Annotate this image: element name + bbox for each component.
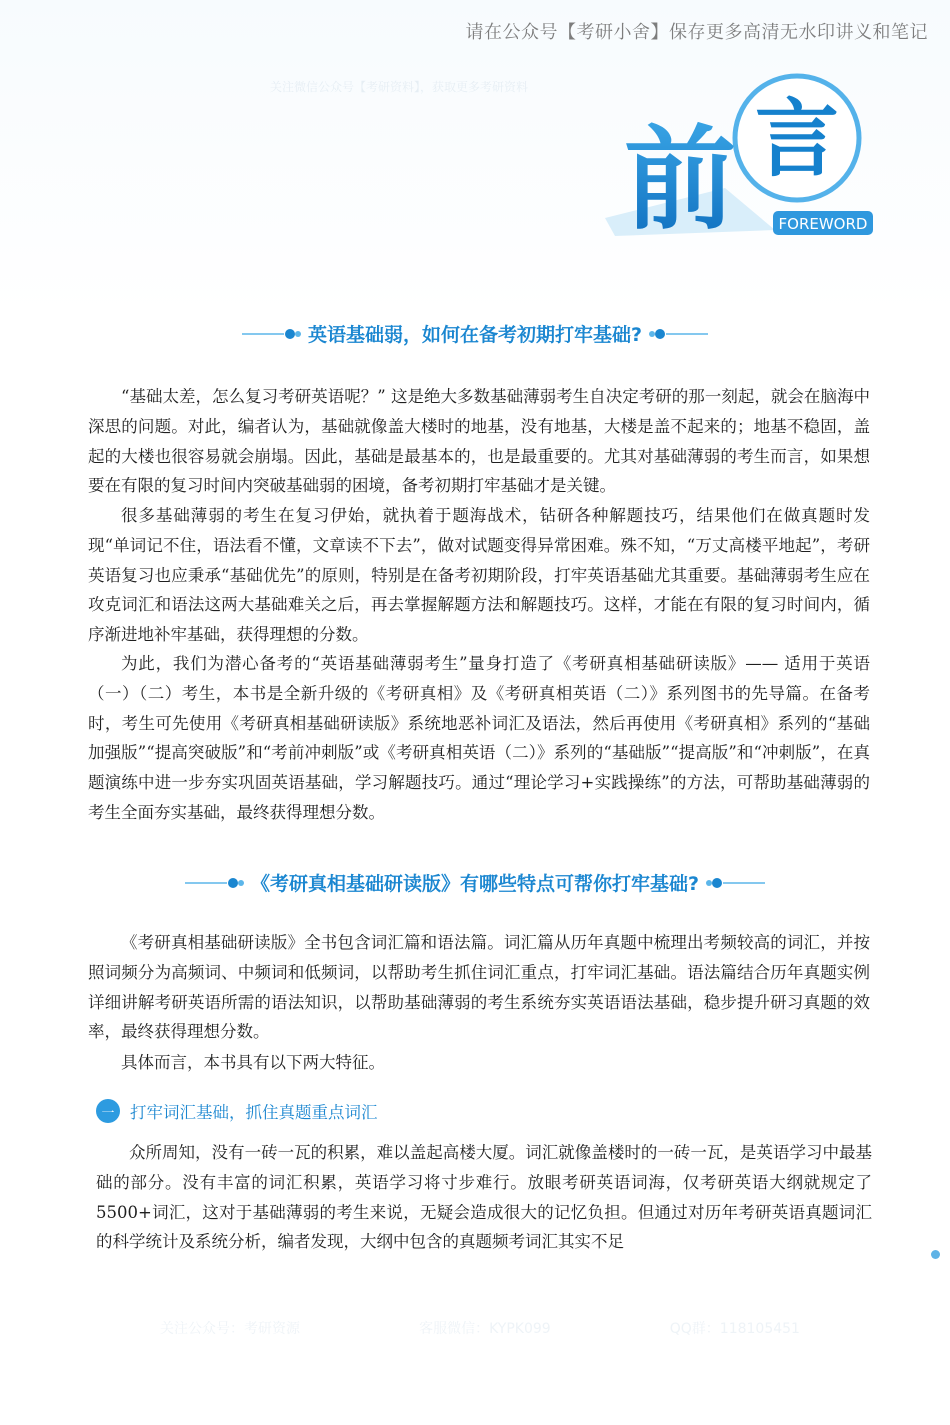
paragraph: 为此，我们为潜心备考的“英语基础薄弱考生”量身打造了《考研真相基础研读版》—— 适用于英语（一）（二）考生，本书是全新升级的《考研真相》及《考研真相英语（二）》系列图书的先导篇。在备考时，考生可先使用《考研真相基础研读版》系统地恶补词汇及语法，然后再使用《考研真相》系列的“基础加强版”“提高突破版”和“考前冲刺版”或《考研真相英语（二）》系列的“基础版”“提高版”和“冲刺版”，在真题演练中进一步夯实巩固英语基础，学习解题技巧。通过“理论学习+实践操练”的方法，可帮助基础薄弱的考生全面夯实基础，最终获得理想分数。 [88,654,870,822]
logo-char-qian: 前 [624,115,736,245]
section-heading-2-text: 《考研真相基础研读版》有哪些特点可帮你打牢基础? [250,873,700,895]
section-heading-1-text: 英语基础弱，如何在备考初期打牢基础? [307,324,643,346]
feature-heading-1 [96,1099,378,1123]
logo-english-text: FOREWORD [778,215,868,233]
paragraph: “基础太差，怎么复习考研英语呢？” 这是绝大多数基础薄弱考生自决定考研的那一刻起，就会在脑海中深思的问题。对此，编者认为，基础就像盖大楼时的地基，没有地基，大楼是盖不起来的；地基不稳固，盖起的大楼也很容易就会崩塌。因此，基础是最基本的，也是最重要的。尤其对基础薄弱的考生而言，如果想要在有限的复习时间内突破基础弱的困境，备考初期打牢基础才是关键。 [88,387,870,496]
paragraph: 众所周知，没有一砖一瓦的积累，难以盖起高楼大厦。词汇就像盖楼时的一砖一瓦，是英语学习中最基础的部分。没有丰富的词汇积累，英语学习将寸步难行。放眼考研英语词海，仅考研英语大纲就规定了5500+词汇，这对于基础薄弱的考生来说，无疑会造成很大的记忆负担。但通过对历年考研英语真题词汇的科学统计及系统分析，编者发现，大纲中包含的真题频考词汇其实不足 [96,1143,872,1252]
watermark-text: 请在公众号【考研小舍】保存更多高清无水印讲义和笔记 [465,22,928,43]
section-heading-2 [0,869,950,896]
edge-dot-decoration [931,1250,940,1259]
paragraph: 《考研真相基础研读版》全书包含词汇篇和语法篇。词汇篇从历年真题中梳理出考频较高的词汇，并按照词频分为高频词、中频词和低频词，以帮助考生抓住词汇重点，打牢词汇基础。语法篇结合历年真题实例详细讲解考研英语所需的语法知识，以帮助基础薄弱的考生系统夯实英语语法基础，稳步提升研习真题的效率，最终获得理想分数。 [88,933,870,1042]
logo-char-yan: 言 [754,90,840,188]
faded-header-text: 关注微信公众号【考研资料】，获取更多考研资料 [270,80,529,94]
section-heading-1 [0,320,950,347]
heading-left-ornament-icon [185,876,245,890]
faded-footer-item: 关注公众号：考研资源 [160,1321,300,1337]
feature-number-badge: 一 [96,1099,120,1123]
faded-footer [160,1318,800,1338]
paragraph: 具体而言，本书具有以下两大特征。 [121,1053,385,1072]
feature-title: 打牢词汇基础，抓住真题重点词汇 [130,1103,378,1122]
faded-footer-item: 客服微信：KYPK099 [419,1321,551,1337]
paragraph: 很多基础薄弱的考生在复习伊始，就执着于题海战术，钻研各种解题技巧，结果他们在做真题时发现“单词记不住，语法看不懂，文章读不下去”，做对试题变得异常困难。殊不知，“万丈高楼平地起”，考研英语复习也应秉承“基础优先”的原则，特别是在备考初期阶段，打牢英语基础尤其重要。基础薄弱考生应在攻克词汇和语法这两大基础难关之后，再去掌握解题方法和解题技巧。这样，才能在有限的复习时间内，循序渐进地补牢基础，获得理想的分数。 [88,506,870,645]
heading-right-ornament-icon [648,327,708,341]
foreword-logo [605,68,885,248]
faded-footer-item: QQ群：118105451 [669,1321,800,1337]
heading-right-ornament-icon [705,876,765,890]
heading-left-ornament-icon [242,327,302,341]
